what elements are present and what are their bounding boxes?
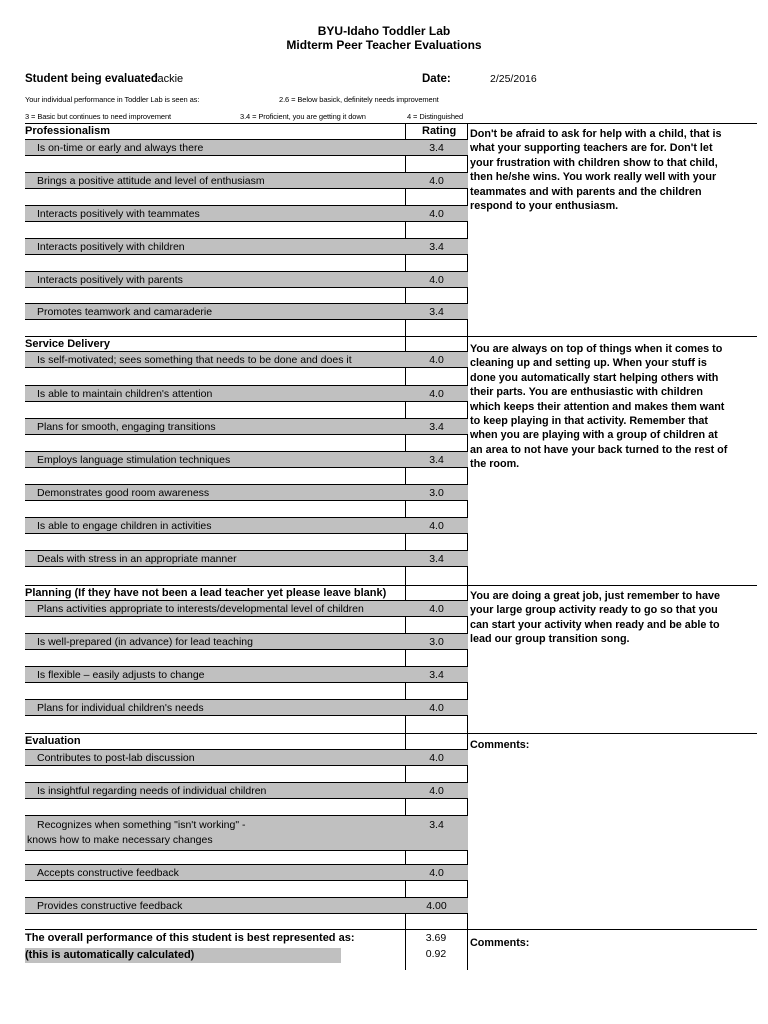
criterion-label-line: knows how to make necessary changes <box>27 834 213 846</box>
criterion-row: Interacts positively with children <box>25 238 405 255</box>
rating-value: 4.0 <box>405 205 468 222</box>
comment-planning: You are doing a great job, just remember to have your large group activity ready to go so that you can start your activity when ready and be able to lead our group transition song. <box>470 590 720 646</box>
rating-value: 4.0 <box>405 600 468 617</box>
student-name: Jackie <box>152 73 184 85</box>
rating-value: 4.0 <box>405 271 468 288</box>
rating-header: Rating <box>422 125 457 137</box>
rating-value: 3.0 <box>405 484 468 501</box>
criterion-row: Plans for individual children's needs <box>25 699 405 716</box>
document-title: BYU-Idaho Toddler Lab <box>317 24 451 38</box>
section-title-planning: Planning (If they have not been a lead teacher yet please leave blank) <box>25 587 387 599</box>
scale-3: 3 = Basic but continues to need improvement <box>25 112 171 121</box>
rating-value: 3.4 <box>405 418 468 435</box>
rating-value: 3.0 <box>405 633 468 650</box>
rating-value: 4.0 <box>405 864 468 881</box>
rating-value: 4.0 <box>405 699 468 716</box>
overall-comments-label: Comments: <box>470 937 530 949</box>
rating-value: 4.0 <box>405 749 468 766</box>
criterion-row: Promotes teamwork and camaraderie <box>25 303 405 320</box>
overall-label: The overall performance of this student is best represented as: <box>25 932 355 944</box>
criterion-row: Brings a positive attitude and level of enthusiasm <box>25 172 405 189</box>
overall-score: 3.69 <box>425 932 447 944</box>
criterion-row: Plans for smooth, engaging transitions <box>25 418 405 435</box>
top-rule <box>25 123 757 124</box>
criterion-row: Interacts positively with parents <box>25 271 405 288</box>
section-title-service-delivery: Service Delivery <box>25 338 111 350</box>
comment-evaluation: Comments: <box>470 739 530 751</box>
rating-value: 4.0 <box>405 782 468 799</box>
rating-value: 4.0 <box>405 385 468 402</box>
section-divider <box>25 733 757 734</box>
criterion-row: Plans activities appropriate to interests/developmental level of children <box>25 600 405 617</box>
criterion-label-line: Recognizes when something "isn't working" - <box>37 819 246 831</box>
rating-value: 3.4 <box>405 238 468 255</box>
rating-value: 3.4 <box>405 139 468 156</box>
section-divider <box>25 336 757 337</box>
criterion-row: Interacts positively with teammates <box>25 205 405 222</box>
scale-intro: Your individual performance in Toddler Lab is seen as: <box>25 95 200 104</box>
section-divider <box>25 929 757 930</box>
criterion-row: Is able to engage children in activities <box>25 517 405 534</box>
rating-value: 4.0 <box>405 172 468 189</box>
scale-2-6: 2.6 = Below basick, definitely needs improvement <box>279 95 439 104</box>
criterion-row: Employs language stimulation techniques <box>25 451 405 468</box>
document-subtitle: Midterm Peer Teacher Evaluations <box>286 38 482 52</box>
criterion-row: Is able to maintain children's attention <box>25 385 405 402</box>
rating-value: 3.4 <box>405 815 468 851</box>
rating-value: 3.4 <box>405 666 468 683</box>
student-label: Student being evaluated <box>25 73 158 85</box>
overall-note: (this is automatically calculated) <box>25 948 341 963</box>
criterion-row: Is self-motivated; sees something that needs to be done and does it <box>25 351 405 368</box>
criterion-row: Is well-prepared (in advance) for lead teaching <box>25 633 405 650</box>
criterion-row: Provides constructive feedback <box>25 897 405 914</box>
scale-3-4: 3.4 = Proficient, you are getting it down <box>240 112 366 121</box>
criterion-row: Is insightful regarding needs of individual children <box>25 782 405 799</box>
date-label: Date: <box>422 73 451 85</box>
criterion-row <box>25 815 405 851</box>
rating-value: 3.4 <box>405 550 468 567</box>
section-title-professionalism: Professionalism <box>25 125 110 137</box>
comment-professionalism: Don't be afraid to ask for help with a child, that is what your supporting teachers are for. Don't let your frustration with children show to that child, then he/she wins. You work really well with your teammates and with parents and the children respond to your enthusiasm. <box>470 128 722 213</box>
criterion-row: Is flexible – easily adjusts to change <box>25 666 405 683</box>
criterion-row: Contributes to post-lab discussion <box>25 749 405 766</box>
criterion-row: Accepts constructive feedback <box>25 864 405 881</box>
section-divider <box>25 585 757 586</box>
rating-value: 4.0 <box>405 517 468 534</box>
date-value: 2/25/2016 <box>490 73 537 85</box>
rating-value: 4.00 <box>405 897 468 914</box>
rating-value: 3.4 <box>405 451 468 468</box>
rating-value: 4.0 <box>405 351 468 368</box>
overall-ratio: 0.92 <box>425 948 447 960</box>
scale-4: 4 = Distinguished <box>407 112 464 121</box>
criterion-row: Deals with stress in an appropriate manner <box>25 550 405 567</box>
criterion-row: Demonstrates good room awareness <box>25 484 405 501</box>
section-title-evaluation: Evaluation <box>25 735 81 747</box>
rating-value: 3.4 <box>405 303 468 320</box>
comment-service-delivery: You are always on top of things when it comes to cleaning up and setting up. When your stuff is done you automatically start helping others with their parts. You are enthusiastic with children which keeps their attention and makes them want to keep playing in that activity. Remember that when you are playing with a group of children at an area to not have your back turned to the rest of the room. <box>470 343 728 471</box>
criterion-row: Is on-time or early and always there <box>25 139 405 156</box>
